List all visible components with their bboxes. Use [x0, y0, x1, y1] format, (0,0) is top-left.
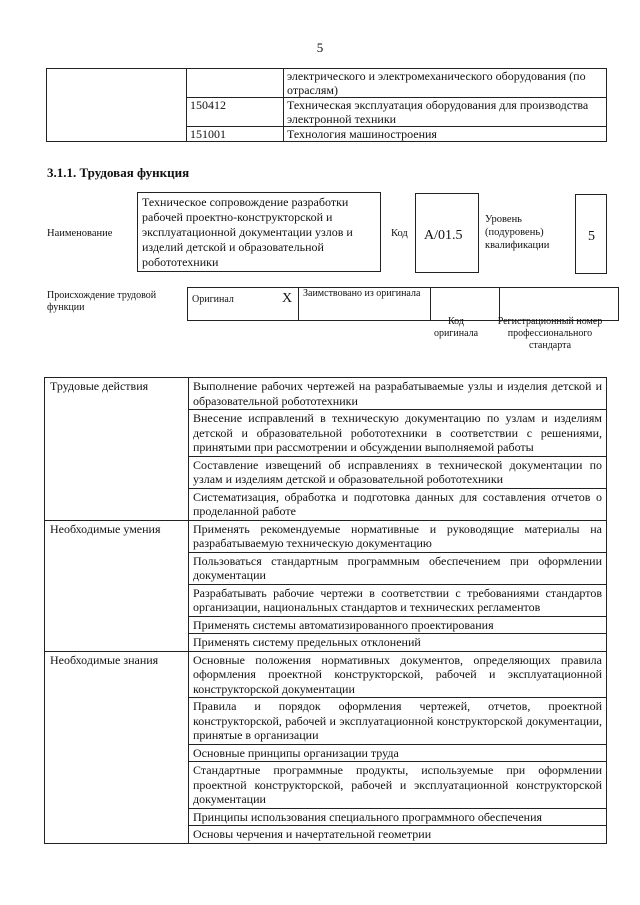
code-cell: [187, 69, 284, 98]
table-row: [45, 378, 607, 410]
function-name-value: Техническое сопровождение разработки рабочей проектно-конструкторской и эксплуатационной документации узлов и изделий детской и образовательной робототехники: [137, 192, 381, 272]
list-item: Систематизация, обработка и подготовка данных для составления отчетов о проделанной работе: [189, 488, 607, 520]
list-item: Применять систему предельных отклонений: [189, 634, 607, 652]
list-item: Стандартные программные продукты, используемые при оформлении проектной конструкторской, рабочей и эксплуатационной конструкторской документации: [189, 762, 607, 809]
code-box: [415, 193, 479, 273]
category-skills: Необходимые умения: [45, 520, 189, 651]
list-item: Основные принципы организации труда: [189, 744, 607, 762]
level-box: [575, 194, 607, 274]
section-title: 3.1.1. Трудовая функция: [47, 165, 190, 180]
original-label: Оригинал: [188, 288, 277, 321]
original-code-caption: Код оригинала: [433, 316, 479, 339]
origin-label: Происхождение трудовой функции: [47, 290, 157, 313]
text-cell: Технология машиностроения: [284, 127, 607, 142]
table-row: [47, 69, 607, 98]
list-item: Основы черчения и начертательной геометрии: [189, 826, 607, 844]
code-cell: 151001: [187, 127, 284, 142]
list-item: Правила и порядок оформления чертежей, отчетов, проектной конструкторской, рабочей и эксплуатационной конструкторской документации, принятые в организации: [189, 698, 607, 745]
list-item: Разрабатывать рабочие чертежи в соответствии с требованиями стандартов организации, национальных стандартов и технических регламентов: [189, 584, 607, 616]
list-item: Внесение исправлений в техническую документацию по узлам и изделиям детской и образовательной робототехники в соответствии с решениями, принятыми при рассмотрении и обсуждении выполняемой работы: [189, 410, 607, 457]
code-label: Код: [391, 228, 408, 239]
table-cell-empty: [47, 69, 187, 142]
qualification-codes-table: [46, 68, 607, 142]
table-row: [45, 651, 607, 698]
table-row: [45, 520, 607, 552]
original-mark: X: [276, 288, 299, 321]
list-item: Пользоваться стандартным программным обеспечением при оформлении документации: [189, 552, 607, 584]
list-item: Применять системы автоматизированного проектирования: [189, 616, 607, 634]
level-value: 5: [588, 229, 595, 244]
level-label: Уровень (подуровень) квалификации: [485, 214, 550, 251]
code-value: А/01.5: [424, 228, 463, 243]
category-knowledge: Необходимые знания: [45, 651, 189, 843]
list-item: Применять рекомендуемые нормативные и руководящие материалы на разрабатываемую техническую документацию: [189, 520, 607, 552]
name-label: Наименование: [47, 228, 113, 239]
reg-number-caption: Регистрационный номер профессионального стандарта: [497, 316, 603, 351]
text-cell: Техническая эксплуатация оборудования для производства электронной техники: [284, 98, 607, 127]
page-number: 5: [316, 40, 324, 55]
code-cell: 150412: [187, 98, 284, 127]
borrowed-label: Заимствовано из оригинала: [299, 288, 431, 321]
category-labor-actions: Трудовые действия: [45, 378, 189, 521]
text-cell: электрического и электромеханического оборудования (по отраслям): [284, 69, 607, 98]
labor-function-table: [44, 377, 607, 844]
list-item: Основные положения нормативных документов, определяющих правила оформления проектной конструкторской, рабочей и эксплуатационной конструкторской документации: [189, 651, 607, 698]
list-item: Составление извещений об исправлениях в технической документации по узлам и изделиям детской и образовательной робототехники: [189, 456, 607, 488]
list-item: Выполнение рабочих чертежей на разрабатываемые узлы и изделия детской и образовательной робототехники: [189, 378, 607, 410]
list-item: Принципы использования специального программного обеспечения: [189, 808, 607, 826]
